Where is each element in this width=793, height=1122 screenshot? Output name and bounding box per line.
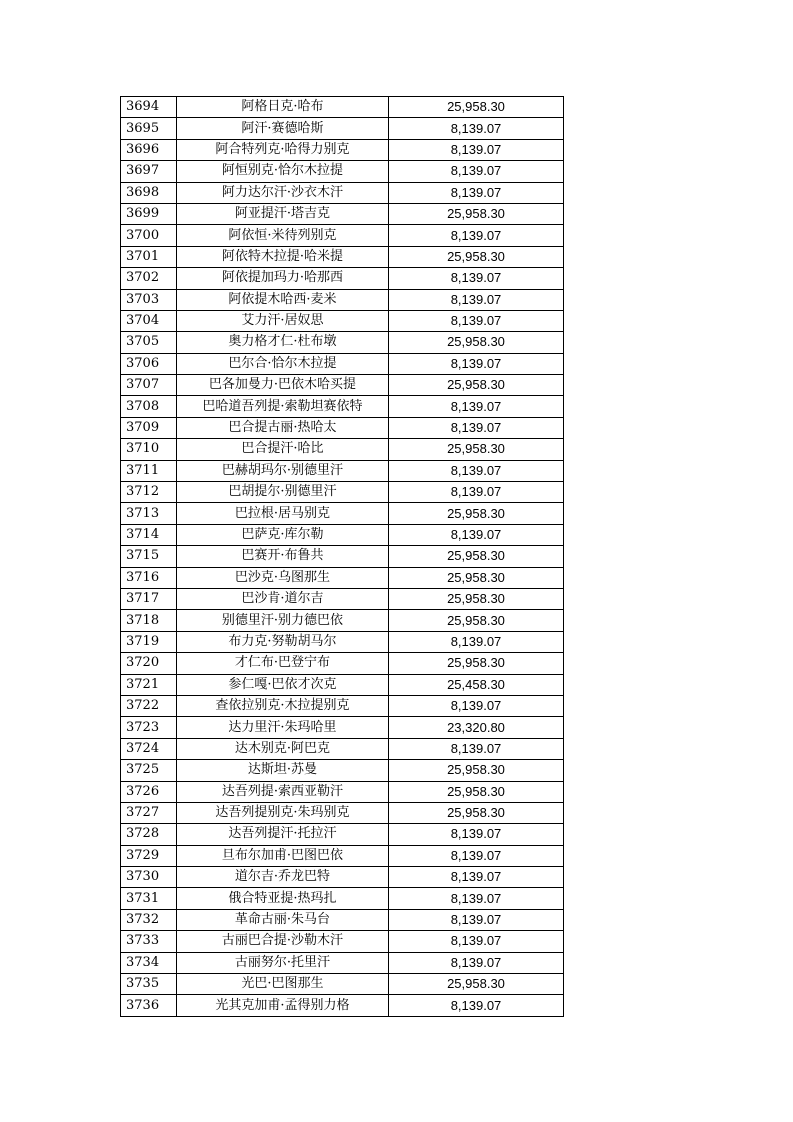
row-amount-cell: 25,958.30 — [389, 567, 564, 588]
row-amount-cell: 25,958.30 — [389, 546, 564, 567]
table-row — [121, 695, 564, 716]
row-name-cell: 光其克加甫·孟得别力格 — [177, 995, 389, 1016]
row-amount-cell: 25,958.30 — [389, 610, 564, 631]
table-row — [121, 289, 564, 310]
row-amount-cell: 8,139.07 — [389, 888, 564, 909]
row-id-cell: 3715 — [121, 546, 177, 567]
row-name-cell: 巴沙克·乌图那生 — [177, 567, 389, 588]
row-name-cell: 阿汗·赛德哈斯 — [177, 118, 389, 139]
table-row — [121, 439, 564, 460]
row-name-cell: 巴胡提尔·别德里汗 — [177, 482, 389, 503]
row-id-cell: 3696 — [121, 139, 177, 160]
row-id-cell: 3731 — [121, 888, 177, 909]
row-name-cell: 革命古丽·朱马台 — [177, 909, 389, 930]
table-row — [121, 888, 564, 909]
row-id-cell: 3707 — [121, 375, 177, 396]
row-name-cell: 别德里汗·别力德巴依 — [177, 610, 389, 631]
table-row — [121, 974, 564, 995]
row-amount-cell: 25,458.30 — [389, 674, 564, 695]
row-amount-cell: 8,139.07 — [389, 225, 564, 246]
row-id-cell: 3726 — [121, 781, 177, 802]
table-row — [121, 845, 564, 866]
row-name-cell: 阿依特木拉提·哈米提 — [177, 246, 389, 267]
row-name-cell: 达吾列提汗·托拉汗 — [177, 824, 389, 845]
row-amount-cell: 8,139.07 — [389, 952, 564, 973]
row-amount-cell: 25,958.30 — [389, 246, 564, 267]
table-row — [121, 353, 564, 374]
row-id-cell: 3732 — [121, 909, 177, 930]
row-id-cell: 3721 — [121, 674, 177, 695]
row-name-cell: 阿格日克·哈布 — [177, 97, 389, 118]
row-amount-cell: 8,139.07 — [389, 909, 564, 930]
row-name-cell: 古丽巴合提·沙勒木汗 — [177, 931, 389, 952]
table-row — [121, 738, 564, 759]
row-id-cell: 3711 — [121, 460, 177, 481]
table-row — [121, 631, 564, 652]
row-amount-cell: 8,139.07 — [389, 524, 564, 545]
row-name-cell: 奥力格才仁·杜布墩 — [177, 332, 389, 353]
row-name-cell: 巴各加曼力·巴依木哈买提 — [177, 375, 389, 396]
row-id-cell: 3724 — [121, 738, 177, 759]
row-amount-cell: 25,958.30 — [389, 588, 564, 609]
row-amount-cell: 8,139.07 — [389, 396, 564, 417]
row-amount-cell: 8,139.07 — [389, 824, 564, 845]
table-row — [121, 781, 564, 802]
row-amount-cell: 25,958.30 — [389, 332, 564, 353]
row-name-cell: 旦布尔加甫·巴图巴依 — [177, 845, 389, 866]
table-row — [121, 995, 564, 1016]
table-row — [121, 588, 564, 609]
row-name-cell: 艾力汗·居奴思 — [177, 310, 389, 331]
row-name-cell: 巴赫胡玛尔·别德里汗 — [177, 460, 389, 481]
row-amount-cell: 8,139.07 — [389, 695, 564, 716]
row-name-cell: 布力克·努勒胡马尔 — [177, 631, 389, 652]
row-id-cell: 3725 — [121, 760, 177, 781]
row-name-cell: 古丽努尔·托里汗 — [177, 952, 389, 973]
table-row — [121, 482, 564, 503]
row-amount-cell: 25,958.30 — [389, 974, 564, 995]
row-id-cell: 3701 — [121, 246, 177, 267]
row-amount-cell: 8,139.07 — [389, 631, 564, 652]
row-name-cell: 阿恒别克·恰尔木拉提 — [177, 161, 389, 182]
row-amount-cell: 8,139.07 — [389, 310, 564, 331]
row-name-cell: 巴赛开·布鲁共 — [177, 546, 389, 567]
row-name-cell: 巴哈道吾列提·索勒坦赛依特 — [177, 396, 389, 417]
row-name-cell: 阿依提加玛力·哈那西 — [177, 268, 389, 289]
row-id-cell: 3719 — [121, 631, 177, 652]
row-id-cell: 3695 — [121, 118, 177, 139]
table-row — [121, 674, 564, 695]
row-amount-cell: 25,958.30 — [389, 375, 564, 396]
table-row — [121, 139, 564, 160]
row-id-cell: 3700 — [121, 225, 177, 246]
row-id-cell: 3709 — [121, 417, 177, 438]
table-row — [121, 375, 564, 396]
row-id-cell: 3736 — [121, 995, 177, 1016]
table-row — [121, 182, 564, 203]
table-row — [121, 310, 564, 331]
row-name-cell: 达木别克·阿巴克 — [177, 738, 389, 759]
row-id-cell: 3728 — [121, 824, 177, 845]
row-id-cell: 3735 — [121, 974, 177, 995]
table-row — [121, 653, 564, 674]
row-name-cell: 阿依恒·米待列别克 — [177, 225, 389, 246]
table-row — [121, 909, 564, 930]
row-id-cell: 3718 — [121, 610, 177, 631]
row-amount-cell: 8,139.07 — [389, 867, 564, 888]
table-row — [121, 760, 564, 781]
row-name-cell: 巴合提汗·哈比 — [177, 439, 389, 460]
row-amount-cell: 8,139.07 — [389, 118, 564, 139]
row-id-cell: 3716 — [121, 567, 177, 588]
row-id-cell: 3720 — [121, 653, 177, 674]
row-id-cell: 3703 — [121, 289, 177, 310]
row-name-cell: 巴尔合·恰尔木拉提 — [177, 353, 389, 374]
row-id-cell: 3697 — [121, 161, 177, 182]
table-row — [121, 867, 564, 888]
row-id-cell: 3717 — [121, 588, 177, 609]
row-amount-cell: 8,139.07 — [389, 289, 564, 310]
table-row — [121, 396, 564, 417]
row-name-cell: 巴沙肯·道尔吉 — [177, 588, 389, 609]
row-amount-cell: 8,139.07 — [389, 353, 564, 374]
row-id-cell: 3714 — [121, 524, 177, 545]
row-name-cell: 阿合特列克·哈得力别克 — [177, 139, 389, 160]
row-name-cell: 参仁嘎·巴依才次克 — [177, 674, 389, 695]
row-id-cell: 3694 — [121, 97, 177, 118]
table-row — [121, 417, 564, 438]
table-row — [121, 824, 564, 845]
row-name-cell: 巴拉根·居马别克 — [177, 503, 389, 524]
table-row — [121, 161, 564, 182]
row-amount-cell: 8,139.07 — [389, 139, 564, 160]
row-name-cell: 巴合提古丽·热哈太 — [177, 417, 389, 438]
row-id-cell: 3699 — [121, 203, 177, 224]
table-row — [121, 246, 564, 267]
row-id-cell: 3704 — [121, 310, 177, 331]
row-name-cell: 达吾列提别克·朱玛别克 — [177, 802, 389, 823]
row-amount-cell: 25,958.30 — [389, 439, 564, 460]
row-id-cell: 3734 — [121, 952, 177, 973]
table-row — [121, 203, 564, 224]
row-name-cell: 俄合特亚提·热玛扎 — [177, 888, 389, 909]
table-row — [121, 118, 564, 139]
row-id-cell: 3729 — [121, 845, 177, 866]
row-amount-cell: 25,958.30 — [389, 97, 564, 118]
table-row — [121, 952, 564, 973]
row-name-cell: 阿依提木哈西·麦米 — [177, 289, 389, 310]
row-name-cell: 达力里汗·朱玛哈里 — [177, 717, 389, 738]
row-name-cell: 道尔吉·乔龙巴特 — [177, 867, 389, 888]
row-name-cell: 光巴·巴图那生 — [177, 974, 389, 995]
table-row — [121, 268, 564, 289]
row-amount-cell: 8,139.07 — [389, 482, 564, 503]
row-name-cell: 查依拉别克·木拉提别克 — [177, 695, 389, 716]
row-id-cell: 3705 — [121, 332, 177, 353]
row-amount-cell: 8,139.07 — [389, 182, 564, 203]
row-amount-cell: 8,139.07 — [389, 738, 564, 759]
row-name-cell: 达斯坦·苏曼 — [177, 760, 389, 781]
row-amount-cell: 8,139.07 — [389, 268, 564, 289]
row-amount-cell: 25,958.30 — [389, 760, 564, 781]
row-amount-cell: 25,958.30 — [389, 503, 564, 524]
table-row — [121, 931, 564, 952]
row-id-cell: 3713 — [121, 503, 177, 524]
row-amount-cell: 8,139.07 — [389, 995, 564, 1016]
row-amount-cell: 25,958.30 — [389, 802, 564, 823]
row-name-cell: 阿亚提汗·塔吉克 — [177, 203, 389, 224]
row-id-cell: 3733 — [121, 931, 177, 952]
row-id-cell: 3710 — [121, 439, 177, 460]
row-amount-cell: 8,139.07 — [389, 845, 564, 866]
row-name-cell: 才仁布·巴登宁布 — [177, 653, 389, 674]
row-id-cell: 3722 — [121, 695, 177, 716]
table-row — [121, 524, 564, 545]
row-name-cell: 巴萨克·库尔勒 — [177, 524, 389, 545]
row-name-cell: 达吾列提·索西亚勒汗 — [177, 781, 389, 802]
row-amount-cell: 25,958.30 — [389, 203, 564, 224]
row-amount-cell: 8,139.07 — [389, 931, 564, 952]
table-row — [121, 503, 564, 524]
row-id-cell: 3708 — [121, 396, 177, 417]
row-amount-cell: 23,320.80 — [389, 717, 564, 738]
row-id-cell: 3702 — [121, 268, 177, 289]
table-body — [121, 97, 564, 1017]
table-row — [121, 332, 564, 353]
table-row — [121, 717, 564, 738]
row-amount-cell: 8,139.07 — [389, 161, 564, 182]
row-amount-cell: 8,139.07 — [389, 460, 564, 481]
row-amount-cell: 25,958.30 — [389, 653, 564, 674]
row-id-cell: 3706 — [121, 353, 177, 374]
table-row — [121, 460, 564, 481]
table-row — [121, 225, 564, 246]
row-id-cell: 3712 — [121, 482, 177, 503]
table-row — [121, 546, 564, 567]
row-id-cell: 3727 — [121, 802, 177, 823]
row-amount-cell: 25,958.30 — [389, 781, 564, 802]
row-id-cell: 3698 — [121, 182, 177, 203]
payment-table — [120, 96, 564, 1017]
row-amount-cell: 8,139.07 — [389, 417, 564, 438]
row-name-cell: 阿力达尔汗·沙衣木汗 — [177, 182, 389, 203]
table-row — [121, 567, 564, 588]
table-row — [121, 802, 564, 823]
table-row — [121, 610, 564, 631]
row-id-cell: 3730 — [121, 867, 177, 888]
row-id-cell: 3723 — [121, 717, 177, 738]
table-row — [121, 97, 564, 118]
